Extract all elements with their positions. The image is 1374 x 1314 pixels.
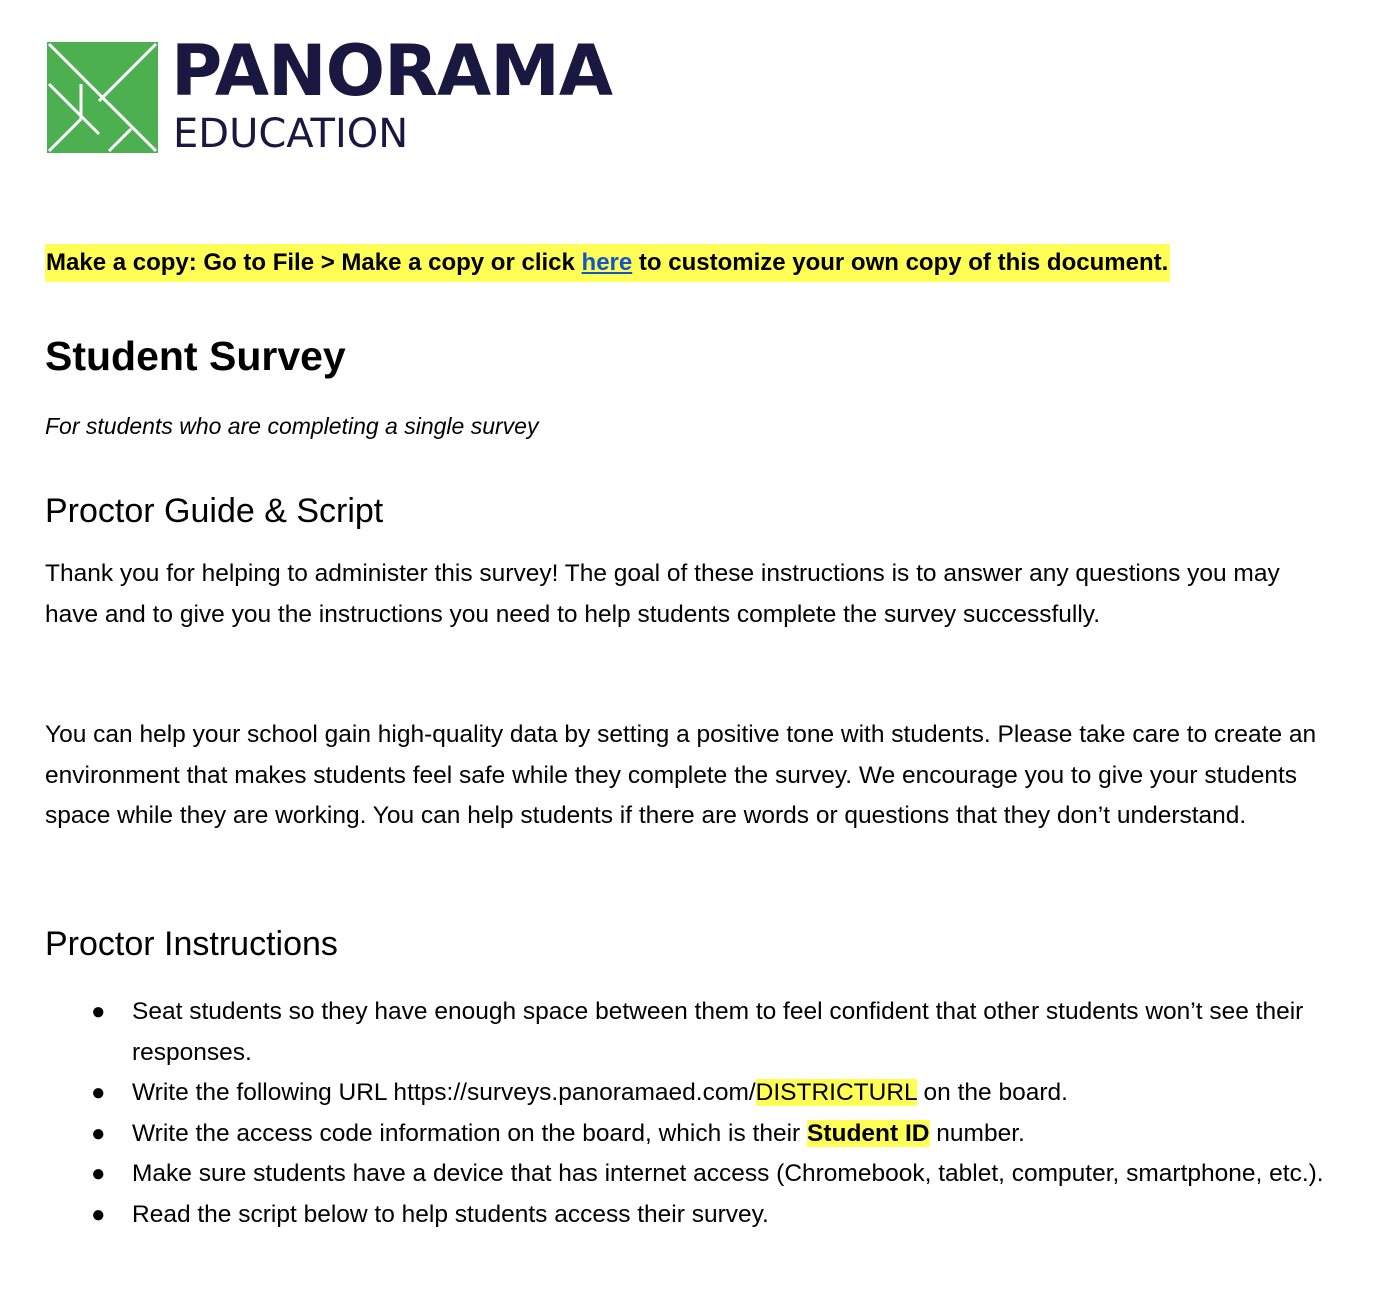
- notice-suffix: to customize your own copy of this document.: [632, 249, 1169, 276]
- brand-subtitle: EDUCATION: [173, 111, 409, 157]
- list-item-text: Read the script below to help students access their survey.: [132, 1200, 769, 1228]
- list-item: [45, 1154, 1335, 1195]
- list-item-suffix: number.: [929, 1119, 1025, 1147]
- list-item-prefix: Write the access code information on the board, which is their: [132, 1119, 807, 1147]
- panorama-mark-icon: [47, 42, 158, 153]
- brand-name: PANORAMA: [171, 30, 613, 112]
- student-id-highlight: Student ID: [807, 1119, 930, 1147]
- notice-prefix: Make a copy: Go to File > Make a copy or click: [46, 249, 582, 276]
- list-item-text: Make sure students have a device that has internet access (Chromebook, tablet, computer, smartphone, etc.).: [132, 1160, 1324, 1187]
- instructions-list: [45, 992, 1335, 1235]
- bullet-icon: ●: [91, 1079, 106, 1106]
- tone-paragraph: You can help your school gain high-quality data by setting a positive tone with students. Please take care to create an environment that makes students feel safe while they complete the survey. We encourage you to give your students space while they are working. You can help students if there are words or questions that they don’t understand.: [45, 721, 1317, 829]
- panorama-logo: [47, 30, 647, 157]
- proctor-guide-heading: Proctor Guide & Script: [45, 492, 384, 530]
- page-title: Student Survey: [45, 333, 346, 379]
- list-item: [45, 1073, 1335, 1114]
- list-item: [45, 1195, 1335, 1236]
- districturl-placeholder: DISTRICTURL: [755, 1079, 917, 1106]
- bullet-icon: ●: [91, 1200, 106, 1228]
- bullet-icon: ●: [91, 1119, 106, 1147]
- list-item-prefix: Write the following URL https://surveys.panoramaed.com/: [132, 1079, 756, 1106]
- list-item: [45, 1114, 1335, 1155]
- list-item-text: Seat students so they have enough space between them to feel confident that other students won’t see their responses.: [132, 998, 1304, 1066]
- here-link[interactable]: here: [581, 249, 633, 276]
- bullet-icon: ●: [91, 998, 106, 1025]
- bullet-icon: ●: [91, 1160, 106, 1187]
- intro-paragraph: Thank you for helping to administer this survey! The goal of these instructions is to answer any questions you may have and to give you the instructions you need to help students complete the survey successfully.: [45, 560, 1280, 628]
- make-a-copy-notice: [45, 244, 1170, 282]
- page-subtitle: For students who are completing a single survey: [45, 413, 539, 439]
- list-item: [45, 992, 1335, 1073]
- proctor-instructions-heading: Proctor Instructions: [45, 925, 338, 963]
- list-item-suffix: on the board.: [916, 1079, 1068, 1106]
